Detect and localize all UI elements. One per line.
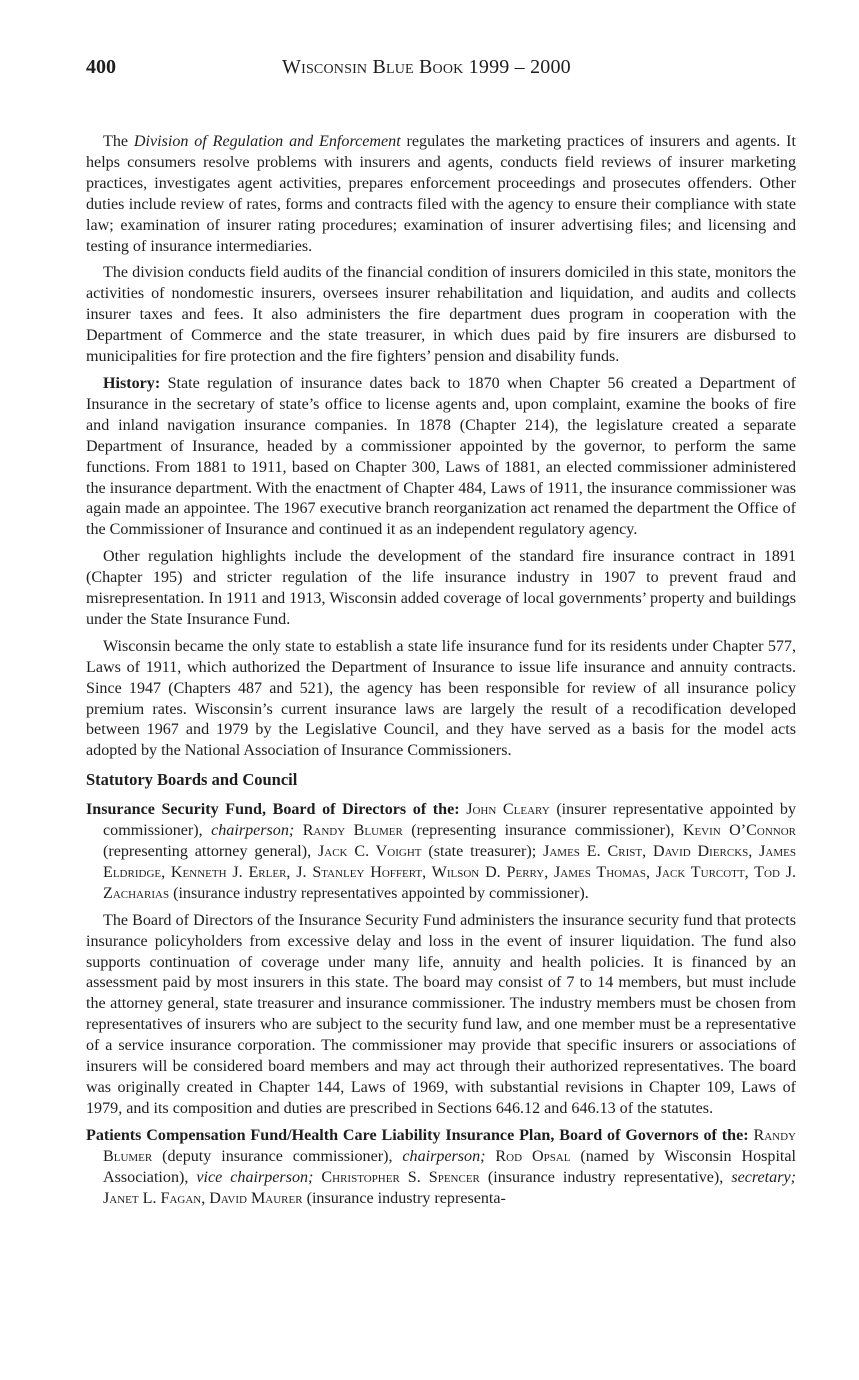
- running-head: Wisconsin Blue Book 1999 – 2000: [282, 56, 571, 78]
- entry-patients-compensation-fund: Patients Compensation Fund/Health Care Liability Insurance Plan, Board of Governors of the: Randy Blumer (deputy insurance commissioner), chairperson; Rod Opsal (named by Wisconsin Hospital Association), vice chairperson; Christopher S. Spencer (insurance industry representative), secretary; Janet L. Fagan, David Maurer (insurance industry representa-: [86, 1126, 796, 1207]
- entry-title: Patients Compensation Fund/Health Care Liability Insurance Plan, Board of Governors of the:: [86, 1126, 749, 1144]
- page-body: [86, 132, 796, 1215]
- paragraph-life-insurance-fund: Wisconsin became the only state to establish a state life insurance fund for its residents under Chapter 577, Laws of 1911, which authorized the Department of Insurance to issue life insurance and annuity contracts. Since 1947 (Chapters 487 and 521), the agency has been responsible for review of all insurance policy premium rates. Wisconsin’s current insurance laws are largely the result of a recodification developed between 1967 and 1979 by the Legislative Council, and they have served as a basis for the model acts adopted by the National Association of Insurance Commissioners.: [86, 637, 796, 760]
- paragraph-field-audits: The division conducts field audits of the financial condition of insurers domiciled in this state, monitors the activities of nondomestic insurers, oversees insurer rehabilitation and liquidation, and audits and collects insurer taxes and fees. It also administers the fire department dues program in cooperation with the Department of Commerce and the state treasurer, in which dues paid by fire insurers are disbursed to municipalities for fire protection and the fire fighters’ pension and disability funds.: [86, 264, 796, 366]
- division-name-italic: Division of Regulation and Enforcement: [133, 133, 401, 150]
- paragraph-regulation-highlights: Other regulation highlights include the development of the standard fire insurance contract in 1891 (Chapter 195) and stricter regulation of the life insurance industry in 1907 to prevent fraud and misrepresentation. In 1911 and 1913, Wisconsin added coverage of local governments’ property and buildings under the State Insurance Fund.: [86, 548, 796, 628]
- page-number: 400: [86, 56, 116, 78]
- section-heading: Statutory Boards and Council: [86, 770, 298, 790]
- paragraph-division-regulation: The Division of Regulation and Enforcement regulates the marketing practices of insurers and agents. It helps consumers resolve problems with insurers and agents, conducts field reviews of insurer marketing practices, investigates agent activities, prepares enforcement proceedings and prosecutes offenders. Other duties include review of rates, forms and contracts filed with the agency to ensure their compliance with state law; examination of insurer rating procedures; examination of insurer advertising files; and licensing and testing of insurance intermediaries.: [86, 133, 796, 255]
- entry-title: Insurance Security Fund, Board of Directors of the:: [86, 801, 460, 819]
- paragraph-security-fund-board: The Board of Directors of the Insurance Security Fund administers the insurance security fund that protects insurance policyholders from excessive delay and loss in the event of insurer liquidation. The fund also supports continuation of coverage under many life, annuity and health policies. It is financed by an assessment paid by most insurers in this state. The board may consist of 7 to 14 members, but must include the attorney general, state treasurer and insurance commissioner. The industry members must be chosen from representatives of insurers who are subject to the security fund law, and one member must be a representative of a service insurance corporation. The commissioner may provide that specific insurers or associations of insurers will be considered board members and may act through their authorized representatives. The board was originally created in Chapter 144, Laws of 1969, with substantial revisions in Chapter 109, Laws of 1979, and its composition and duties are prescribed in Sections 646.12 and 646.13 of the statutes.: [86, 911, 796, 1117]
- entry-insurance-security-fund: Insurance Security Fund, Board of Directors of the: John Cleary (insurer representative appointed by commissioner), chairperson; Randy Blumer (representing insurance commissioner), Kevin O’Connor (representing attorney general), Jack C. Voight (state treasurer); James E. Crist, David Diercks, James Eldridge, Kenneth J. Erler, J. Stanley Hoffert, Wilson D. Perry, James Thomas, Jack Turcott, Tod J. Zacharias (insurance industry representatives appointed by commissioner).: [86, 801, 796, 902]
- history-label: History:: [103, 374, 161, 392]
- paragraph-history: History: State regulation of insurance dates back to 1870 when Chapter 56 created a Department of Insurance in the secretary of state’s office to license agents and, upon complaint, examine the books of fire and inland navigation insurance companies. In 1878 (Chapter 214), the legislature created a separate Department of Insurance, headed by a commissioner appointed by the governor, to perform the same functions. From 1881 to 1911, based on Chapter 300, Laws of 1881, an elected commissioner administered the insurance department. With the enactment of Chapter 484, Laws of 1911, the insurance commissioner was again made an appointee. The 1967 executive branch reorganization act renamed the department the Office of the Commissioner of Insurance and continued it as an independent regulatory agency.: [86, 374, 796, 539]
